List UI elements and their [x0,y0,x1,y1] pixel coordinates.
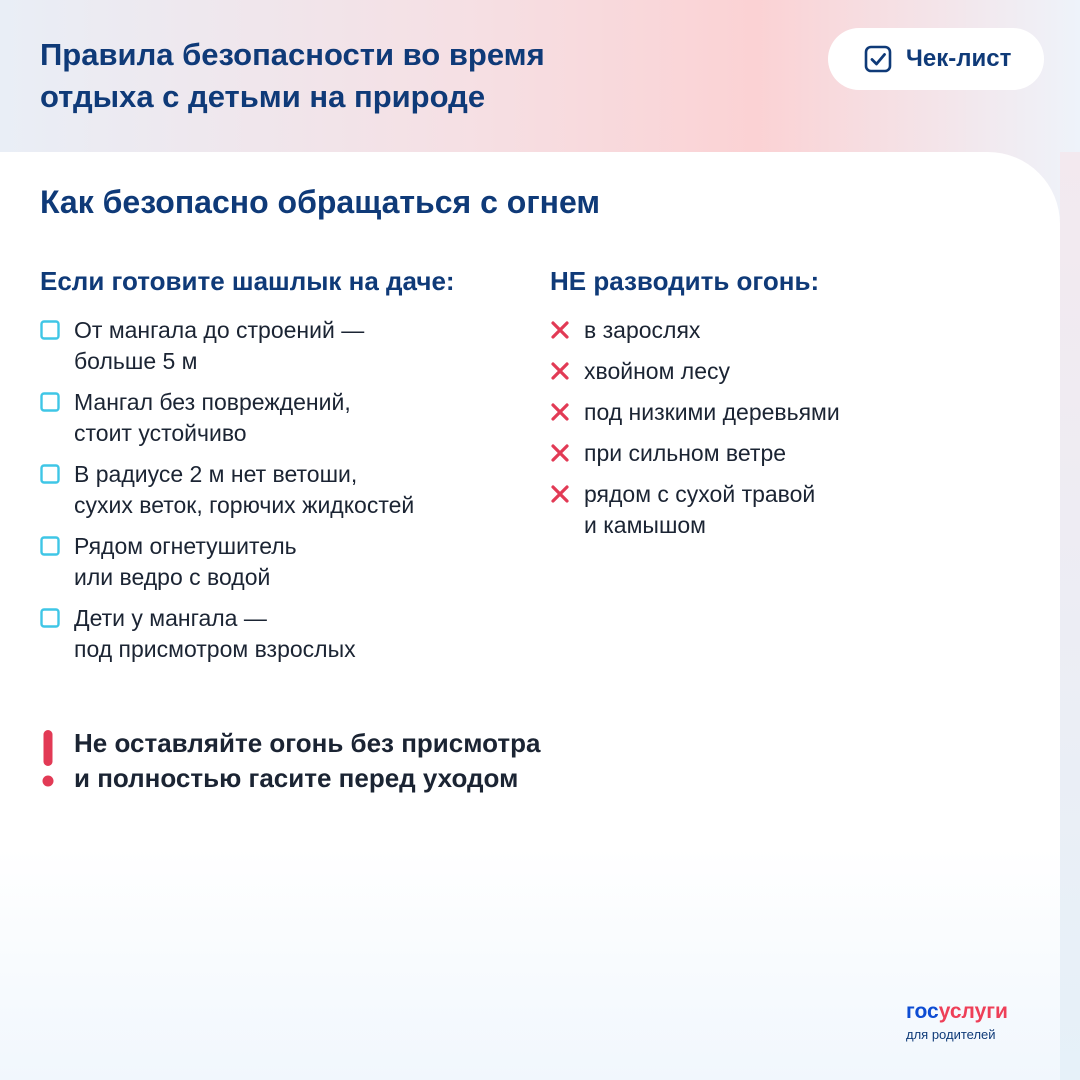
cross-icon [550,402,570,422]
empty-checkbox-icon [40,536,60,556]
cross-icon [550,484,570,504]
gosuslugi-logo [906,1000,1008,1044]
list-item [40,603,510,665]
checklist [40,315,510,675]
page-title: Правила безопасности во время отдыха с детьми на природе [40,37,545,114]
cross-icon [550,320,570,340]
list-item-text: под низкими деревьями [584,399,840,425]
list-item-text: хвойном лесу [584,358,731,384]
warning-text: Не оставляйте огонь без присмотра и полностью гасите перед уходом [74,728,541,793]
list-item-text: Рядом огнетушитель или ведро с водой [74,533,297,590]
list-item-text: Мангал без повреждений, стоит устойчиво [74,389,351,446]
list-item [550,479,970,541]
logo-part-uslugi: услуги [938,1000,1008,1023]
empty-checkbox-icon [40,320,60,340]
logo-wordmark [906,1000,1008,1024]
list-item [40,459,510,521]
right-edge-strip [1060,152,1080,1080]
right-column-title: НЕ разводить огонь: [550,266,820,296]
list-item-text: В радиусе 2 м нет ветоши, сухих веток, горючих жидкостей [74,461,415,518]
list-item [40,387,510,449]
prohibited-list [550,315,970,551]
section-title: Как безопасно обращаться с огнем [40,184,601,220]
empty-checkbox-icon [40,608,60,628]
cross-icon [550,361,570,381]
exclamation-icon [40,730,56,790]
list-item [550,356,970,387]
logo-part-gos: гос [906,1000,939,1023]
list-item [40,315,510,377]
logo-subtitle: для родителей [906,1027,996,1042]
list-item-text: при сильном ветре [584,440,787,466]
checklist-chip [828,28,1044,90]
empty-checkbox-icon [40,464,60,484]
empty-checkbox-icon [40,392,60,412]
list-item [40,531,510,593]
list-item [550,438,970,469]
checkbox-checked-icon [864,45,892,73]
cross-icon [550,443,570,463]
list-item-text: рядом с сухой травой и камышом [584,481,816,538]
chip-label: Чек-лист [906,45,1012,72]
list-item-text: Дети у мангала — под присмотром взрослых [74,605,356,662]
left-column-title: Если готовите шашлык на даче: [40,266,455,296]
list-item-text: От мангала до строений — больше 5 м [74,317,365,374]
list-item-text: в зарослях [584,317,701,343]
list-item [550,397,970,428]
list-item [550,315,970,346]
